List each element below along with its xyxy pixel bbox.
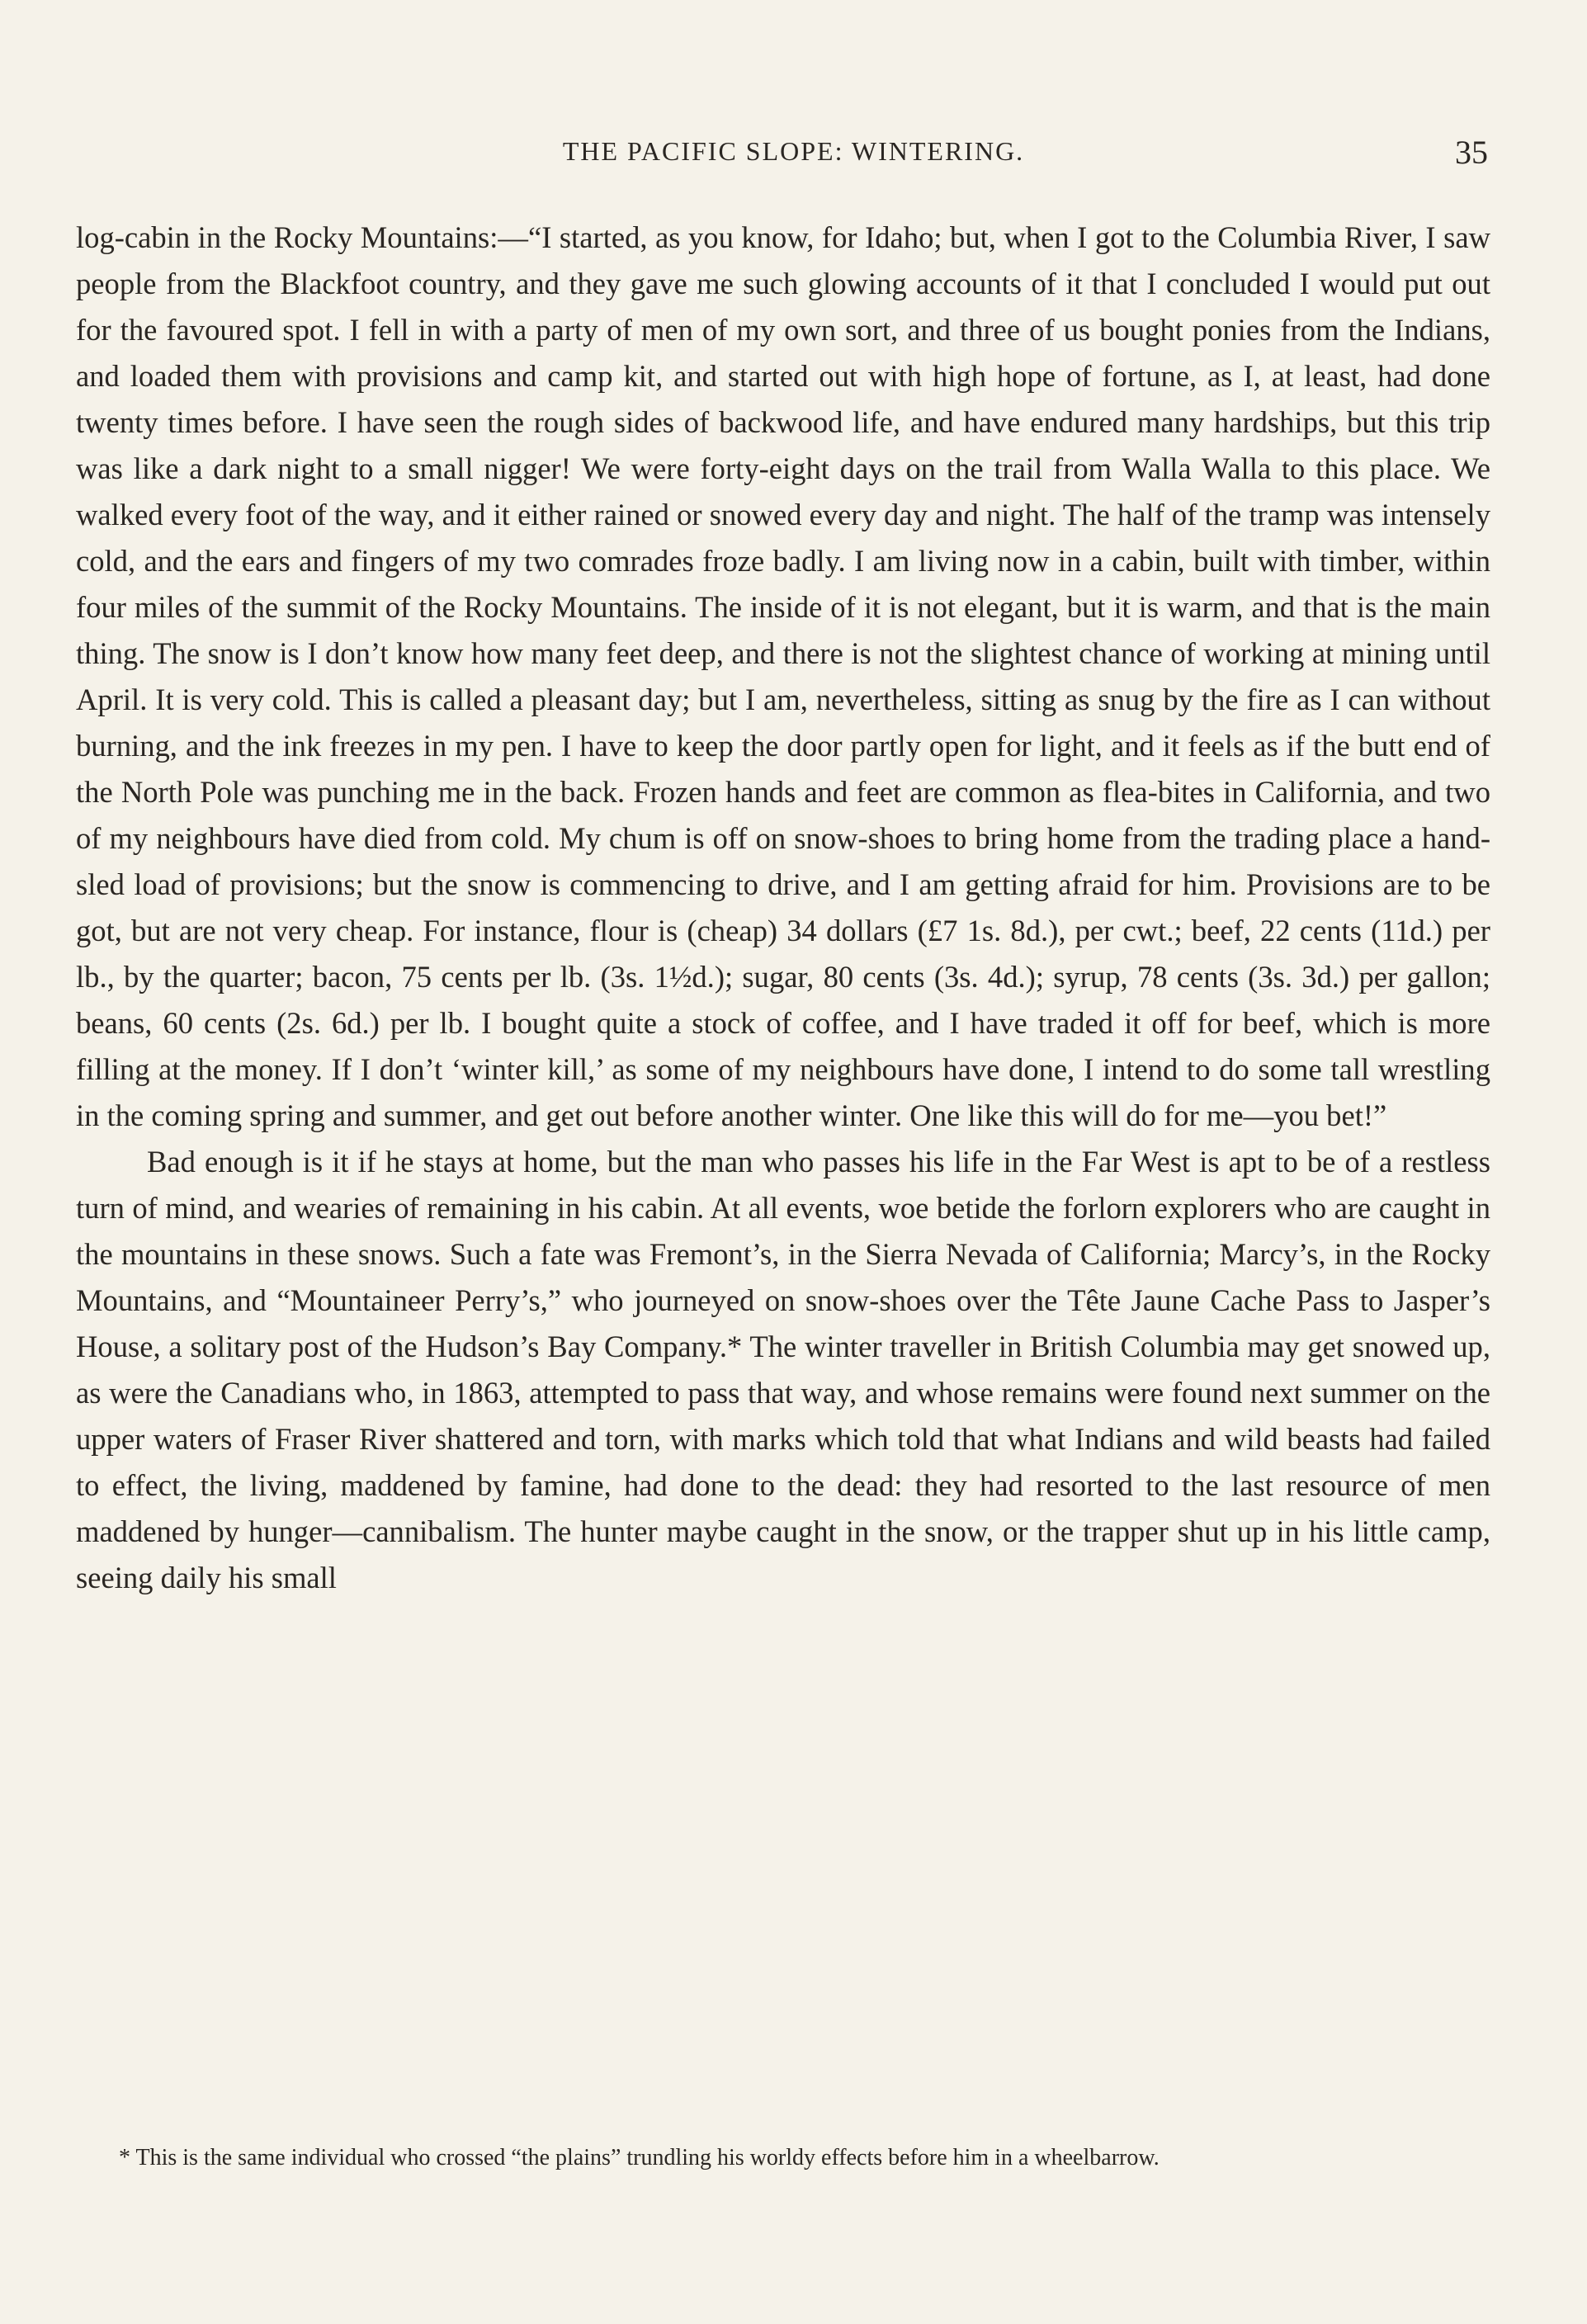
running-title: THE PACIFIC SLOPE: WINTERING. — [562, 136, 1025, 166]
footnote — [76, 2137, 1490, 2179]
footnote-text: * This is the same individual who crossed “the plains” trundling his worldy effects before him in a wheelbarrow. — [119, 2145, 1160, 2170]
paragraph-1: log-cabin in the Rocky Mountains:—“I started, as you know, for Idaho; but, when I got to the Columbia River, I saw people from the Blackfoot country, and they gave me such glowing accounts of it that I concluded I would put out for the favoured spot. I fell in with a party of men of my own sort, and three of us bought ponies from the Indians, and loaded them with provisions and camp kit, and started out with high hope of fortune, as I, at least, had done twenty times before. I have seen the rough sides of backwood life, and have endured many hardships, but this trip was like a dark night to a small nigger! We were forty-eight days on the trail from Walla Walla to this place. We walked every foot of the way, and it either rained or snowed every day and night. The half of the tramp was intensely cold, and the ears and fingers of my two comrades froze badly. I am living now in a cabin, built with timber, within four miles of the summit of the Rocky Mountains. The inside of it is not elegant, but it is warm, and that is the main thing. The snow is I don’t know how many feet deep, and there is not the slightest chance of working at mining until April. It is very cold. This is called a pleasant day; but I am, nevertheless, sitting as snug by the fire as I can without burning, and the ink freezes in my pen. I have to keep the door partly open for light, and it feels as if the butt end of the North Pole was punching me in the back. Frozen hands and feet are common as flea-bites in California, and two of my neighbours have died from cold. My chum is off on snow-shoes to bring home from the trading place a hand-sled load of provisions; but the snow is commencing to drive, and I am getting afraid for him. Provisions are to be got, but are not very cheap. For instance, flour is (cheap) 34 dollars (£7 1s. 8d.), per cwt.; beef, 22 cents (11d.) per lb., by the quarter; bacon, 75 cents per lb. (3s. 1½d.); sugar, 80 cents (3s. 4d.); syrup, 78 cents (3s. 3d.) per gallon; beans, 60 cents (2s. 6d.) per lb. I bought quite a stock of coffee, and I have traded it off for beef, which is more filling at the money. If I don’t ‘winter kill,’ as some of my neighbours have done, I intend to do some tall wrestling in the coming spring and summer, and get out before another winter. One like this will do for me—you bet!” — [76, 220, 1490, 1132]
page-number: 35 — [1455, 134, 1488, 171]
body-text — [76, 215, 1490, 1601]
page-header — [0, 136, 1587, 186]
paragraph-2: Bad enough is it if he stays at home, but the man who passes his life in the Far West is apt to be of a restless turn of mind, and wearies of remaining in his cabin. At all events, woe betide the forlorn explorers who are caught in the mountains in these snows. Such a fate was Fremont’s, in the Sierra Nevada of California; Marcy’s, in the Rocky Mountains, and “Mountaineer Perry’s,” who journeyed on snow-shoes over the Tête Jaune Cache Pass to Jasper’s House, a solitary post of the Hudson’s Bay Company.* The winter traveller in British Columbia may get snowed up, as were the Canadians who, in 1863, attempted to pass that way, and whose remains were found next summer on the upper waters of Fraser River shattered and torn, with marks which told that what Indians and wild beasts had failed to effect, the living, maddened by famine, had done to the dead: they had resorted to the last resource of men maddened by hunger—cannibalism. The hunter maybe caught in the snow, or the trapper shut up in his little camp, seeing daily his small — [76, 1145, 1490, 1594]
